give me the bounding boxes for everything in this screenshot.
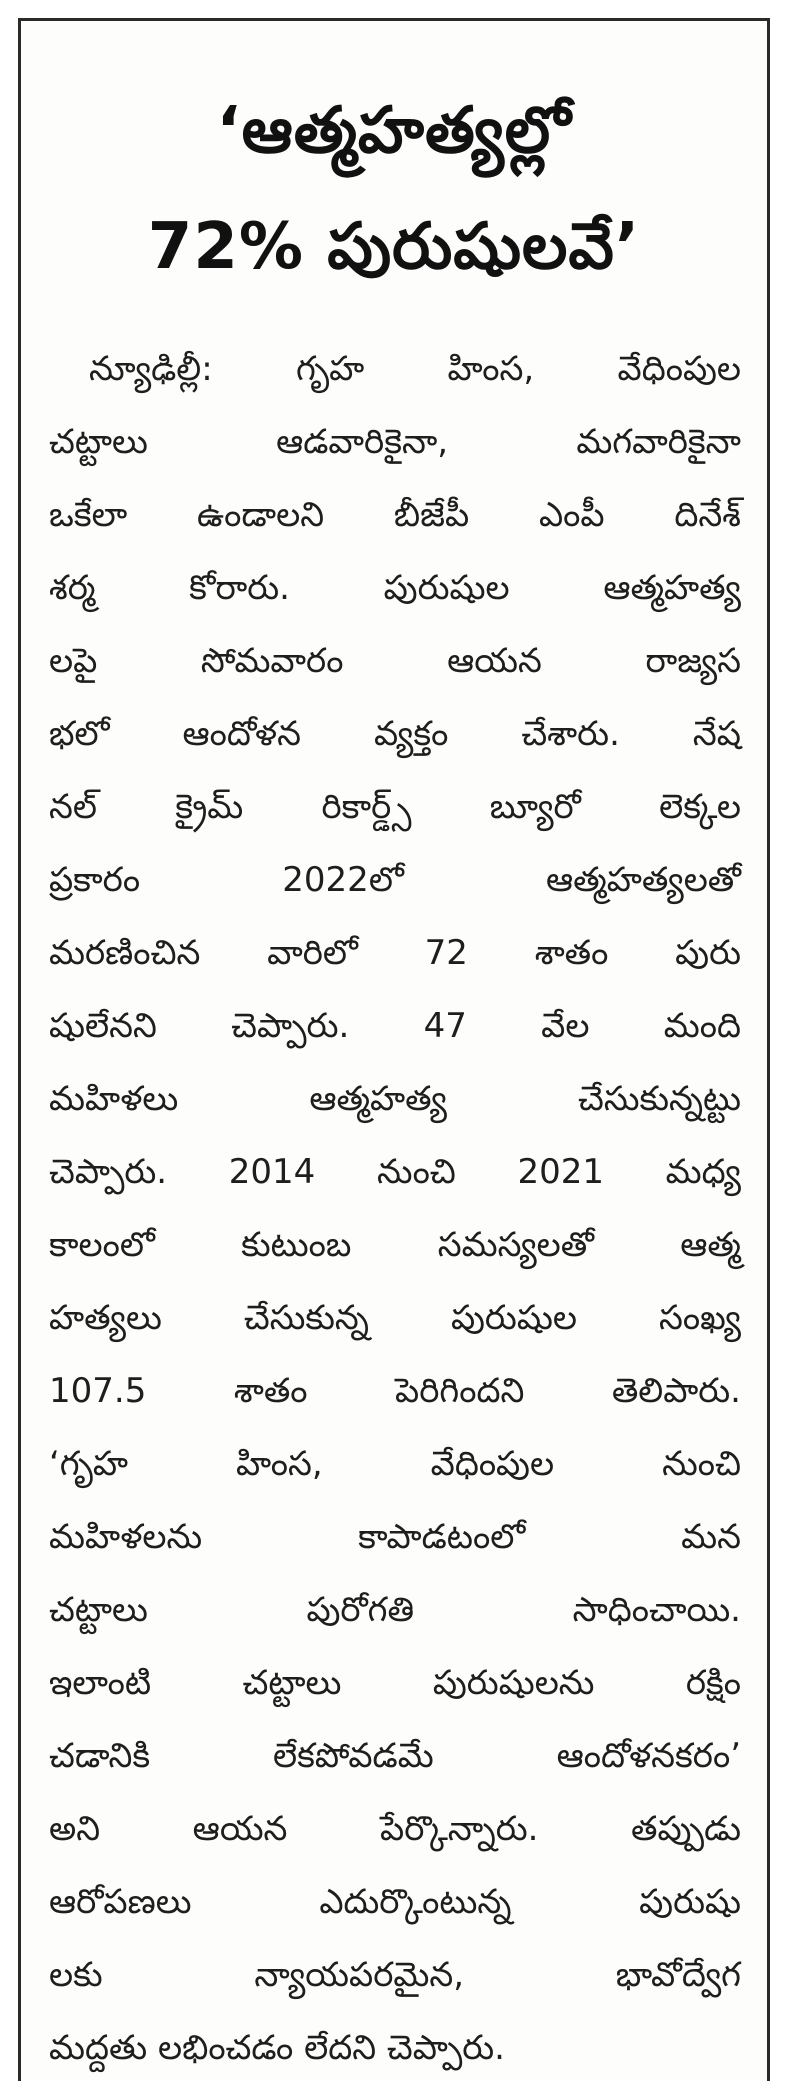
news-clipping [18, 18, 770, 2081]
body-line: మహిళలను కాపాడటంలో మన [49, 1517, 741, 1557]
body-line: భలో ఆందోళన వ్యక్తం చేశారు. నేష [49, 714, 741, 754]
body-line: లపై సోమవారం ఆయన రాజ్యస [49, 641, 741, 681]
body-line: లకు న్యాయపరమైన, భావోద్వేగ [49, 1955, 741, 1995]
body-line: అని ఆయన పేర్కొన్నారు. తప్పుడు [49, 1809, 741, 1849]
body-line: చట్టాలు ఆడవారికైనా, మగవారికైనా [49, 422, 741, 462]
body-line: ఆరోపణలు ఎదుర్కొంటున్న పురుషు [49, 1882, 741, 1922]
body-line: చడానికి లేకపోవడమే ఆందోళనకరం’ [49, 1736, 741, 1776]
body-line: హత్యలు చేసుకున్న పురుషుల సంఖ్య [49, 1298, 741, 1338]
body-line: ఒకేలా ఉండాలని బీజేపీ ఎంపీ దినేశ్ [49, 495, 741, 535]
body-line: ప్రకారం 2022లో ఆత్మహత్యలతో [49, 860, 741, 900]
headline-line-1: ‘ఆత్మహత్యల్లో [216, 94, 572, 168]
headline-line-2: 72% పురుషులవే’ [147, 210, 641, 284]
article-body [49, 333, 741, 2085]
body-line: న్యూఢిల్లీ: గృహ హింస, వేధింపుల [89, 349, 741, 389]
body-line: శర్మ కోరారు. పురుషుల ఆత్మహత్య [49, 568, 741, 608]
body-line: షులేనని చెప్పారు. 47 వేల మంది [49, 1006, 741, 1046]
body-line: చట్టాలు పురోగతి సాధించాయి. [49, 1590, 741, 1630]
body-line: నల్ క్రైమ్ రికార్డ్స్ బ్యూరో లెక్కల [49, 787, 741, 827]
body-line: మరణించిన వారిలో 72 శాతం పురు [49, 933, 741, 973]
body-line: 107.5 శాతం పెరిగిందని తెలిపారు. [49, 1371, 741, 1411]
body-line: చెప్పారు. 2014 నుంచి 2021 మధ్య [49, 1152, 741, 1192]
body-line: ‘గృహ హింస, వేధింపుల నుంచి [49, 1444, 741, 1484]
body-line: కాలంలో కుటుంబ సమస్యలతో ఆత్మ [49, 1225, 741, 1265]
body-line: మహిళలు ఆత్మహత్య చేసుకున్నట్టు [49, 1079, 741, 1119]
body-line: మద్దతు లభించడం లేదని చెప్పారు. [49, 2028, 505, 2068]
body-line: ఇలాంటి చట్టాలు పురుషులను రక్షిం [49, 1663, 741, 1703]
headline [41, 73, 747, 305]
